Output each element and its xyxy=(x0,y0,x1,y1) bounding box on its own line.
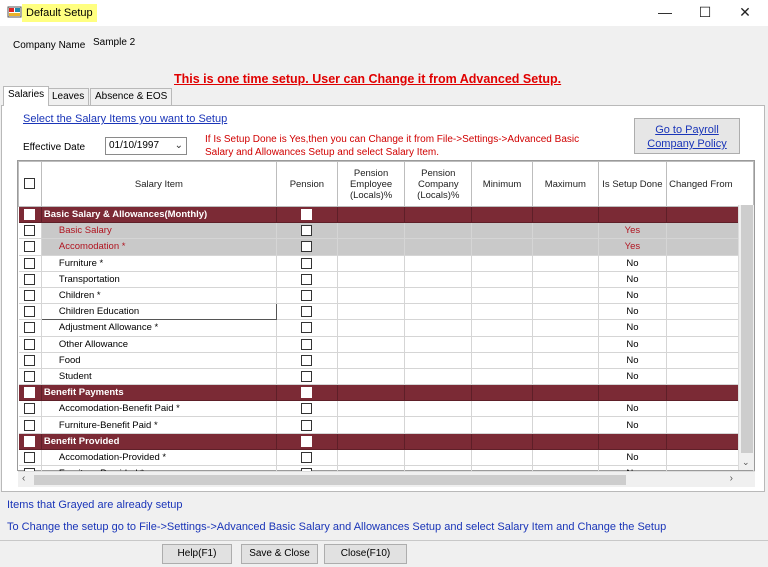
header-changed-from[interactable]: Changed From xyxy=(667,162,754,207)
row-select-cell xyxy=(19,449,42,465)
maximum-cell[interactable] xyxy=(532,320,598,336)
pension-employee-cell[interactable] xyxy=(337,239,405,255)
row-select-cell xyxy=(19,336,42,352)
pension-checkbox[interactable] xyxy=(301,420,312,431)
is-setup-done-cell: No xyxy=(598,304,666,320)
maximum-cell[interactable] xyxy=(532,223,598,239)
minimum-cell[interactable] xyxy=(472,336,533,352)
pension-cell xyxy=(277,368,338,384)
pension-checkbox[interactable] xyxy=(301,209,312,220)
maximize-button[interactable]: ☐ xyxy=(698,3,712,20)
salary-item-name[interactable]: Basic Salary xyxy=(41,223,276,239)
pension-company-cell[interactable] xyxy=(405,287,472,303)
minimum-cell[interactable] xyxy=(472,255,533,271)
minimum-cell[interactable] xyxy=(472,320,533,336)
maximum-cell[interactable] xyxy=(532,239,598,255)
is-setup-done-cell: Yes xyxy=(598,223,666,239)
horizontal-scroll-thumb[interactable] xyxy=(34,475,626,485)
salary-item-row[interactable] xyxy=(19,417,754,433)
pension-cell xyxy=(277,417,338,433)
pension-cell xyxy=(277,223,338,239)
row-select-cell xyxy=(19,368,42,384)
title-bar xyxy=(0,0,768,26)
header-pension-company[interactable] xyxy=(405,162,472,207)
pension-employee-cell[interactable] xyxy=(337,223,405,239)
maximum-cell[interactable] xyxy=(532,449,598,465)
pension-checkbox[interactable] xyxy=(301,306,312,317)
close-window-button[interactable]: ✕ xyxy=(739,3,751,20)
minimum-cell[interactable] xyxy=(472,385,533,401)
pension-company-cell[interactable] xyxy=(405,368,472,384)
salary-item-row[interactable] xyxy=(19,304,754,320)
group-row[interactable] xyxy=(19,433,754,449)
salary-item-name[interactable]: Student xyxy=(41,368,276,384)
header-pension-employee-line-2: Employee xyxy=(349,178,393,190)
pension-checkbox[interactable] xyxy=(301,290,312,301)
pension-checkbox[interactable] xyxy=(301,355,312,366)
salary-item-name[interactable]: Food xyxy=(41,352,276,368)
grayed-items-note: Items that Grayed are already setup xyxy=(7,499,183,511)
row-select-cell xyxy=(19,417,42,433)
payroll-button-line-2: Company Policy xyxy=(647,138,727,150)
row-select-cell xyxy=(19,223,42,239)
minimum-cell[interactable] xyxy=(472,304,533,320)
header-pension-employee-line-1: Pension xyxy=(353,167,389,179)
app-icon xyxy=(8,6,22,18)
row-select-checkbox[interactable] xyxy=(24,403,35,414)
salary-item-name[interactable]: Benefit Provided xyxy=(41,433,276,449)
is-setup-done-cell xyxy=(598,433,666,449)
salary-item-row[interactable] xyxy=(19,336,754,352)
row-select-checkbox[interactable] xyxy=(24,371,35,382)
header-pension-employee-line-3: (Locals)% xyxy=(349,189,393,201)
row-select-checkbox[interactable] xyxy=(24,225,35,236)
pension-cell xyxy=(277,336,338,352)
company-name-label: Company Name xyxy=(13,40,86,51)
pension-checkbox[interactable] xyxy=(301,241,312,252)
minimize-button[interactable]: — xyxy=(658,4,672,20)
salary-item-name[interactable]: Transportation xyxy=(41,271,276,287)
minimum-cell[interactable] xyxy=(472,401,533,417)
chevron-down-icon[interactable]: ⌄ xyxy=(174,140,183,151)
maximum-cell[interactable] xyxy=(532,417,598,433)
scroll-down-arrow-icon[interactable]: ⌄ xyxy=(742,457,750,467)
row-select-cell xyxy=(19,239,42,255)
row-select-cell xyxy=(19,287,42,303)
pension-employee-cell[interactable] xyxy=(337,255,405,271)
pension-checkbox[interactable] xyxy=(301,225,312,236)
close-button[interactable]: Close(F10) xyxy=(324,544,407,564)
salary-item-name[interactable]: Accomodation * xyxy=(41,239,276,255)
tab-absence-eos[interactable]: Absence & EOS xyxy=(90,88,172,105)
company-name-value: Sample 2 xyxy=(93,37,136,48)
select-all-checkbox[interactable] xyxy=(24,178,35,189)
is-setup-done-cell: No xyxy=(598,320,666,336)
pension-cell xyxy=(277,287,338,303)
is-setup-done-cell: No xyxy=(598,401,666,417)
row-select-checkbox[interactable] xyxy=(24,355,35,366)
salary-item-name[interactable]: Children Education xyxy=(41,304,276,320)
pension-checkbox[interactable] xyxy=(301,322,312,333)
select-all-cell xyxy=(19,162,42,207)
maximum-cell[interactable] xyxy=(532,401,598,417)
salary-item-row[interactable] xyxy=(19,255,754,271)
row-select-cell xyxy=(19,271,42,287)
is-setup-done-cell: No xyxy=(598,287,666,303)
header-minimum[interactable]: Minimum xyxy=(472,162,533,207)
salary-item-row[interactable] xyxy=(19,449,754,465)
is-setup-done-cell: No xyxy=(598,271,666,287)
header-pension-employee[interactable] xyxy=(337,162,405,207)
pension-cell xyxy=(277,433,338,449)
header-salary-item[interactable]: Salary Item xyxy=(41,162,276,207)
row-select-checkbox[interactable] xyxy=(24,420,35,431)
salary-item-name[interactable]: Accomodation-Benefit Paid * xyxy=(41,401,276,417)
setup-info-line-2: Salary and Allowances Setup and select Salary Item. xyxy=(205,147,440,158)
maximum-cell[interactable] xyxy=(532,352,598,368)
minimum-cell[interactable] xyxy=(472,287,533,303)
pension-checkbox[interactable] xyxy=(301,436,312,447)
tab-leaves[interactable]: Leaves xyxy=(47,88,89,105)
row-select-cell xyxy=(19,433,42,449)
pension-company-cell[interactable] xyxy=(405,239,472,255)
is-setup-done-cell: No xyxy=(598,336,666,352)
maximum-cell[interactable] xyxy=(532,385,598,401)
pension-cell xyxy=(277,207,338,223)
row-select-checkbox[interactable] xyxy=(24,452,35,463)
pension-employee-cell[interactable] xyxy=(337,401,405,417)
minimum-cell[interactable] xyxy=(472,433,533,449)
change-setup-note: To Change the setup go to File->Settings->Advanced Basic Salary and Allowances Setup and select Salary Item and Change the Setup xyxy=(7,521,667,533)
pension-employee-cell[interactable] xyxy=(337,207,405,223)
pension-cell xyxy=(277,239,338,255)
window-title: Default Setup xyxy=(22,4,97,22)
salary-item-name[interactable]: Furniture * xyxy=(41,255,276,271)
maximum-cell[interactable] xyxy=(532,255,598,271)
is-setup-done-cell: No xyxy=(598,449,666,465)
maximum-cell[interactable] xyxy=(532,207,598,223)
row-select-checkbox[interactable] xyxy=(24,339,35,350)
header-maximum[interactable]: Maximum xyxy=(532,162,598,207)
pension-employee-cell[interactable] xyxy=(337,433,405,449)
minimum-cell[interactable] xyxy=(472,368,533,384)
minimum-cell[interactable] xyxy=(472,417,533,433)
pension-employee-cell[interactable] xyxy=(337,385,405,401)
pension-cell xyxy=(277,449,338,465)
is-setup-done-cell: No xyxy=(598,368,666,384)
salary-item-name[interactable]: Accomodation-Provided * xyxy=(41,449,276,465)
pension-cell xyxy=(277,271,338,287)
one-time-setup-notice: This is one time setup. User can Change it from Advanced Setup. xyxy=(174,72,562,86)
pension-checkbox[interactable] xyxy=(301,387,312,398)
minimum-cell[interactable] xyxy=(472,271,533,287)
row-select-checkbox[interactable] xyxy=(24,436,35,447)
payroll-button-line-1: Go to Payroll xyxy=(655,124,719,136)
is-setup-done-cell: No xyxy=(598,417,666,433)
setup-info-line-1: If Is Setup Done is Yes,then you can Change it from File->Settings->Advanced Basic xyxy=(205,134,580,145)
minimum-cell[interactable] xyxy=(472,449,533,465)
pension-company-cell[interactable] xyxy=(405,223,472,239)
pension-company-cell[interactable] xyxy=(405,401,472,417)
salary-item-name[interactable]: Children * xyxy=(41,287,276,303)
salary-item-row[interactable] xyxy=(19,352,754,368)
salary-items-grid xyxy=(17,160,755,471)
pension-checkbox[interactable] xyxy=(301,339,312,350)
header-pension-company-line-2: Company xyxy=(417,178,459,190)
is-setup-done-cell: No xyxy=(598,255,666,271)
pension-employee-cell[interactable] xyxy=(337,287,405,303)
setup-info-text xyxy=(205,133,630,159)
maximum-cell[interactable] xyxy=(532,336,598,352)
salary-item-row[interactable] xyxy=(19,271,754,287)
row-select-cell xyxy=(19,304,42,320)
salary-item-name[interactable]: Other Allowance xyxy=(41,336,276,352)
grid-header-row xyxy=(19,162,754,207)
pension-cell xyxy=(277,352,338,368)
header-pension-company-line-3: (Locals)% xyxy=(417,189,460,201)
pension-company-cell[interactable] xyxy=(405,385,472,401)
group-row[interactable] xyxy=(19,207,754,223)
vertical-scroll-thumb[interactable] xyxy=(741,205,753,453)
pension-checkbox[interactable] xyxy=(301,403,312,414)
pension-company-cell[interactable] xyxy=(405,271,472,287)
row-select-cell xyxy=(19,207,42,223)
salary-item-name[interactable]: Adjustment Allowance * xyxy=(41,320,276,336)
pension-employee-cell[interactable] xyxy=(337,417,405,433)
salary-item-name[interactable]: Basic Salary & Allowances(Monthly) xyxy=(41,207,276,223)
scroll-right-arrow-icon[interactable]: › xyxy=(729,473,733,484)
scroll-left-arrow-icon[interactable]: ‹ xyxy=(22,473,26,484)
select-salary-items-link[interactable]: Select the Salary Items you want to Setup xyxy=(23,113,228,125)
is-setup-done-cell xyxy=(598,207,666,223)
effective-date-label: Effective Date xyxy=(23,142,86,153)
salary-item-name[interactable]: Furniture-Benefit Paid * xyxy=(41,417,276,433)
row-select-cell xyxy=(19,320,42,336)
pension-company-cell[interactable] xyxy=(405,255,472,271)
pension-company-cell[interactable] xyxy=(405,304,472,320)
minimum-cell[interactable] xyxy=(472,239,533,255)
group-row[interactable] xyxy=(19,385,754,401)
salary-item-row[interactable] xyxy=(19,239,754,255)
pension-checkbox[interactable] xyxy=(301,371,312,382)
maximum-cell[interactable] xyxy=(532,271,598,287)
maximum-cell[interactable] xyxy=(532,304,598,320)
pension-company-cell[interactable] xyxy=(405,336,472,352)
pension-employee-cell[interactable] xyxy=(337,336,405,352)
row-select-checkbox[interactable] xyxy=(24,274,35,285)
minimum-cell[interactable] xyxy=(472,352,533,368)
salary-item-row[interactable] xyxy=(19,320,754,336)
effective-date-picker[interactable] xyxy=(105,137,187,155)
is-setup-done-cell xyxy=(598,385,666,401)
tab-salaries[interactable]: Salaries xyxy=(3,86,49,106)
pension-company-cell[interactable] xyxy=(405,320,472,336)
pension-employee-cell[interactable] xyxy=(337,368,405,384)
pension-cell xyxy=(277,385,338,401)
pension-checkbox[interactable] xyxy=(301,274,312,285)
pension-employee-cell[interactable] xyxy=(337,304,405,320)
row-select-cell xyxy=(19,401,42,417)
row-select-checkbox[interactable] xyxy=(24,209,35,220)
save-close-button[interactable]: Save & Close xyxy=(241,544,318,564)
pension-cell xyxy=(277,255,338,271)
header-pension-company-line-1: Pension xyxy=(421,167,456,179)
row-select-checkbox[interactable] xyxy=(24,322,35,333)
header-pension[interactable]: Pension xyxy=(277,162,338,207)
row-select-checkbox[interactable] xyxy=(24,387,35,398)
pension-cell xyxy=(277,401,338,417)
salary-item-row[interactable] xyxy=(19,287,754,303)
header-is-setup-done[interactable]: Is Setup Done xyxy=(598,162,666,207)
maximum-cell[interactable] xyxy=(532,287,598,303)
row-select-cell xyxy=(19,255,42,271)
horizontal-scrollbar[interactable] xyxy=(18,471,755,487)
row-select-checkbox[interactable] xyxy=(24,290,35,301)
pension-cell xyxy=(277,320,338,336)
salary-items-table xyxy=(18,161,754,482)
salary-item-name[interactable]: Benefit Payments xyxy=(41,385,276,401)
pension-company-cell[interactable] xyxy=(405,449,472,465)
row-select-cell xyxy=(19,352,42,368)
pension-company-cell[interactable] xyxy=(405,417,472,433)
minimum-cell[interactable] xyxy=(472,207,533,223)
row-select-cell xyxy=(19,385,42,401)
is-setup-done-cell: Yes xyxy=(598,239,666,255)
pension-company-cell[interactable] xyxy=(405,352,472,368)
pension-cell xyxy=(277,304,338,320)
pension-employee-cell[interactable] xyxy=(337,449,405,465)
salary-item-row[interactable] xyxy=(19,368,754,384)
pension-checkbox[interactable] xyxy=(301,258,312,269)
pension-employee-cell[interactable] xyxy=(337,271,405,287)
is-setup-done-cell: No xyxy=(598,352,666,368)
salary-item-row[interactable] xyxy=(19,223,754,239)
effective-date-value: 01/10/1997 xyxy=(109,140,160,151)
pension-employee-cell[interactable] xyxy=(337,352,405,368)
maximum-cell[interactable] xyxy=(532,368,598,384)
maximum-cell[interactable] xyxy=(532,433,598,449)
pension-company-cell[interactable] xyxy=(405,207,472,223)
pension-employee-cell[interactable] xyxy=(337,320,405,336)
row-select-checkbox[interactable] xyxy=(24,306,35,317)
pension-checkbox[interactable] xyxy=(301,452,312,463)
pension-company-cell[interactable] xyxy=(405,433,472,449)
go-to-payroll-company-policy-button[interactable] xyxy=(634,118,740,154)
grid-body xyxy=(19,207,754,482)
salary-item-row[interactable] xyxy=(19,401,754,417)
row-select-checkbox[interactable] xyxy=(24,258,35,269)
help-button[interactable]: Help(F1) xyxy=(162,544,232,564)
vertical-scrollbar[interactable] xyxy=(738,205,754,470)
row-select-checkbox[interactable] xyxy=(24,241,35,252)
minimum-cell[interactable] xyxy=(472,223,533,239)
